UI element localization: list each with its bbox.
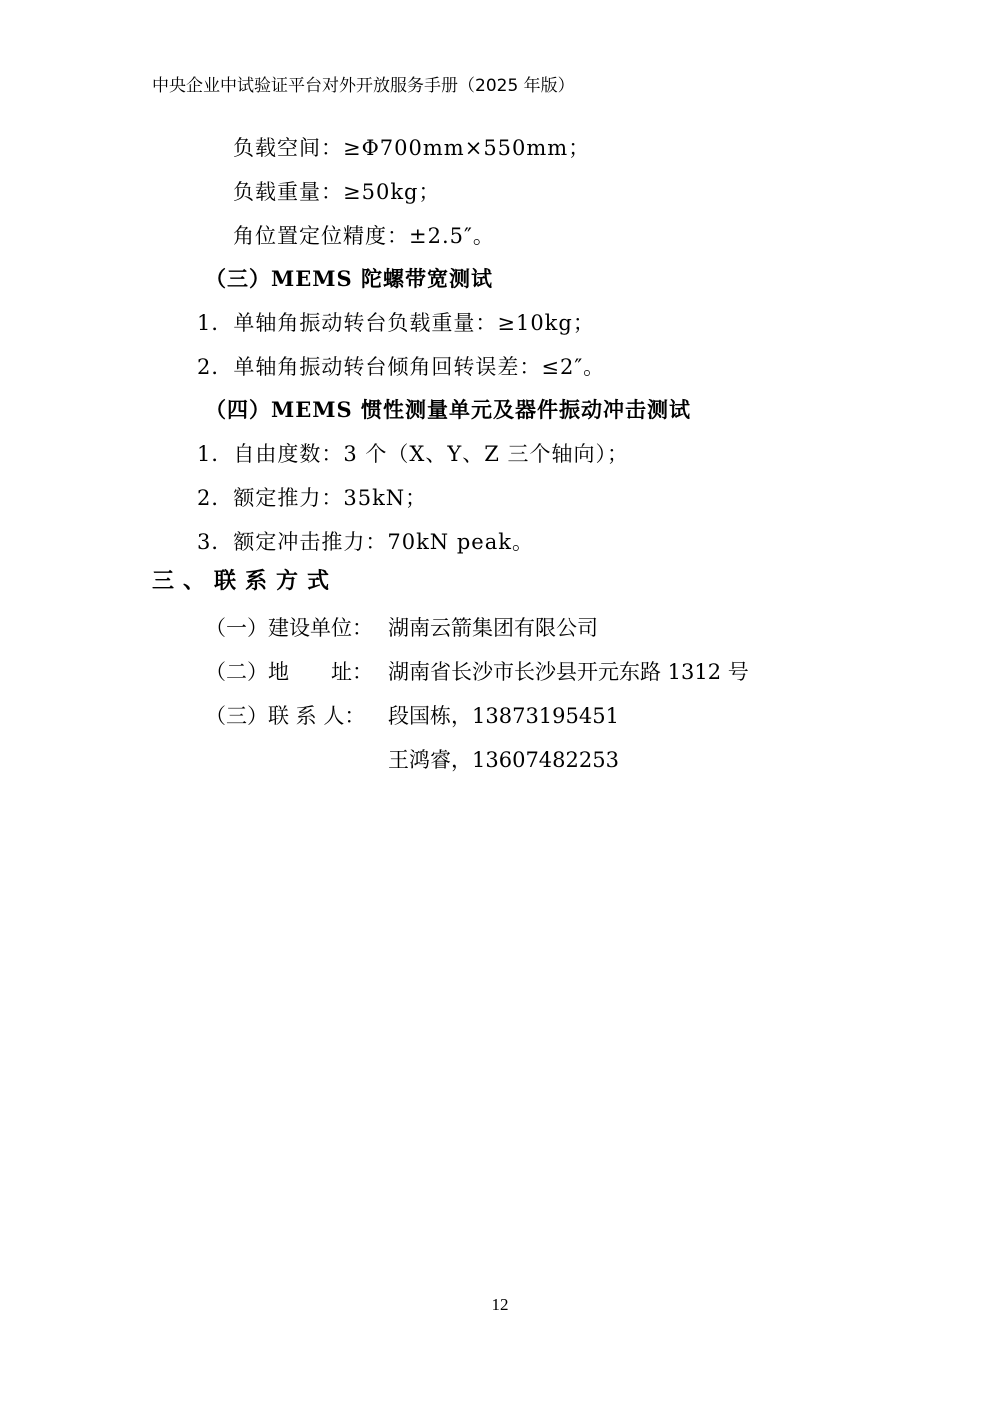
subsection-imu-title: （四）MEMS 惯性测量单元及器件振动冲击测试 <box>205 397 691 422</box>
page-header-title: 中央企业中试验证平台对外开放服务手册（2025 年版） <box>152 76 575 96</box>
imu-item-3: 3．额定冲击推力：70kN peak。 <box>197 530 534 554</box>
spec-load-space: 负载空间：≥Φ700mm×550mm； <box>233 136 591 160</box>
contact-section-title: 三、联系方式 <box>152 568 339 594</box>
contact-address-row <box>205 657 749 687</box>
spec-load-weight: 负载重量：≥50kg； <box>233 180 441 204</box>
gyro-item-2: 2．单轴角振动转台倾角回转误差：≤2″。 <box>197 355 606 379</box>
contact-person-row-2 <box>205 745 619 775</box>
contact-person-label: （三）联 系 人： <box>205 704 366 728</box>
subsection-gyro-title: （三）MEMS 陀螺带宽测试 <box>205 266 493 291</box>
contact-person-1: 段国栋，13873195451 <box>388 704 619 728</box>
contact-person-2: 王鸿睿，13607482253 <box>388 748 619 772</box>
imu-item-1: 1．自由度数：3 个（X、Y、Z 三个轴向）； <box>197 442 629 466</box>
contact-builder-label: （一）建设单位： <box>205 616 373 640</box>
spec-angle-accuracy: 角位置定位精度：±2.5″。 <box>233 224 495 248</box>
contact-address-label: （二）地 址： <box>205 660 373 684</box>
contact-builder-row <box>205 613 598 643</box>
gyro-item-1: 1．单轴角振动转台负载重量：≥10kg； <box>197 311 595 335</box>
page-number: 12 <box>491 1295 509 1314</box>
contact-person-row <box>205 701 619 731</box>
contact-address-value: 湖南省长沙市长沙县开元东路 1312 号 <box>388 660 749 684</box>
imu-item-2: 2．额定推力：35kN； <box>197 486 428 510</box>
contact-builder-value: 湖南云箭集团有限公司 <box>388 616 598 640</box>
